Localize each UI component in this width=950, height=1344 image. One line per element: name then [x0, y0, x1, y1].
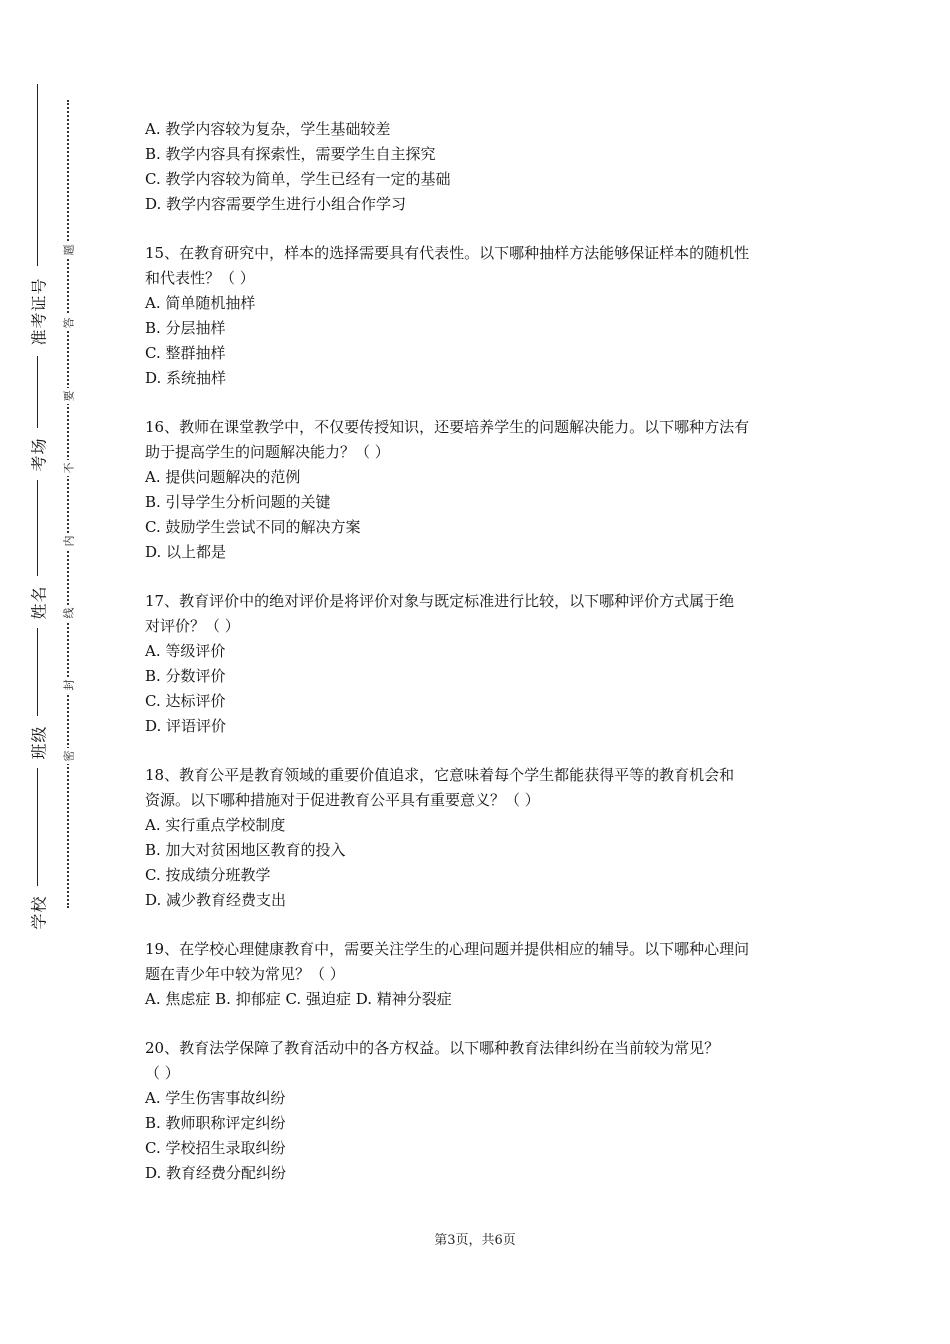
- option-c: C. 达标评价: [145, 692, 226, 710]
- seal-char: 密: [60, 748, 76, 764]
- question-stem: 20、教育法学保障了教育活动中的各方权益。以下哪种教育法律纠纷在当前较为常见？: [145, 1039, 720, 1057]
- question-stem: 题在青少年中较为常见？（ ）: [145, 965, 345, 983]
- seal-char: 线: [60, 605, 76, 621]
- question-stem: 助于提高学生的问题解决能力？（ ）: [145, 443, 390, 461]
- option-d: D. 系统抽样: [145, 369, 227, 387]
- option-b: B. 教师职称评定纠纷: [145, 1114, 286, 1132]
- option-b: B. 教学内容具有探索性，需要学生自主探究: [145, 145, 436, 163]
- question-14-options: [145, 117, 817, 217]
- question-content: [145, 117, 817, 1186]
- option-d: D. 以上都是: [145, 543, 227, 561]
- question-stem: 18、教育公平是教育领域的重要价值追求，它意味着每个学生都能获得平等的教育机会和: [145, 766, 735, 784]
- option-a: A. 学生伤害事故纠纷: [145, 1089, 286, 1107]
- question-stem: 资源。以下哪种措施对于促进教育公平具有重要意义？（ ）: [145, 791, 540, 809]
- option-c: C. 学校招生录取纠纷: [145, 1139, 286, 1157]
- question-16: [145, 415, 817, 565]
- seal-char: 要: [60, 388, 76, 404]
- option-d: D. 教学内容需要学生进行小组合作学习: [145, 195, 407, 213]
- option-a: A. 简单随机抽样: [145, 294, 256, 312]
- option-b: B. 加大对贫困地区教育的投入: [145, 841, 346, 859]
- question-stem: （ ）: [145, 1064, 180, 1082]
- question-stem: 15、在教育研究中，样本的选择需要具有代表性。以下哪种抽样方法能够保证样本的随机性: [145, 244, 750, 262]
- question-18: [145, 763, 817, 913]
- question-stem: 对评价？（ ）: [145, 617, 240, 635]
- question-15: [145, 241, 817, 391]
- school-label: 学校: [24, 886, 52, 938]
- exam-number-label: 准考证号: [24, 266, 52, 356]
- option-d: D. 教育经费分配纠纷: [145, 1164, 287, 1182]
- option-c: C. 鼓励学生尝试不同的解决方案: [145, 518, 361, 536]
- option-a: A. 提供问题解决的范例: [145, 468, 301, 486]
- option-b: B. 引导学生分析问题的关键: [145, 493, 331, 511]
- option-c: C. 按成绩分班教学: [145, 866, 271, 884]
- option-c: C. 整群抽样: [145, 344, 226, 362]
- seal-char: 封: [60, 677, 76, 693]
- question-stem: 17、教育评价中的绝对评价是将评价对象与既定标准进行比较，以下哪种评价方式属于绝: [145, 592, 735, 610]
- seal-char: 答: [60, 315, 76, 331]
- page-indicator: 第3页，共6页: [434, 1233, 516, 1248]
- question-stem: 和代表性？（ ）: [145, 269, 255, 287]
- option-d: D. 减少教育经费支出: [145, 891, 287, 909]
- question-stem: 19、在学校心理健康教育中，需要关注学生的心理问题并提供相应的辅导。以下哪种心理问: [145, 940, 750, 958]
- option-a: A. 教学内容较为复杂，学生基础较差: [145, 120, 391, 138]
- question-17: [145, 589, 817, 739]
- seal-char: 内: [60, 533, 76, 549]
- options-inline: A. 焦虑症 B. 抑郁症 C. 强迫症 D. 精神分裂症: [145, 990, 452, 1008]
- option-a: A. 等级评价: [145, 642, 226, 660]
- option-d: D. 评语评价: [145, 717, 227, 735]
- option-b: B. 分层抽样: [145, 319, 226, 337]
- seal-char: 不: [60, 460, 76, 476]
- question-20: [145, 1036, 817, 1186]
- option-b: B. 分数评价: [145, 667, 226, 685]
- binding-solid-line: [37, 84, 38, 932]
- option-a: A. 实行重点学校制度: [145, 816, 286, 834]
- question-stem: 16、教师在课堂教学中，不仅要传授知识，还要培养学生的问题解决能力。以下哪种方法有: [145, 418, 750, 436]
- question-19: [145, 937, 817, 1012]
- seal-char: 题: [60, 242, 76, 258]
- name-label: 姓名: [24, 576, 52, 628]
- option-c: C. 教学内容较为简单，学生已经有一定的基础: [145, 170, 451, 188]
- class-label: 班级: [24, 716, 52, 768]
- exam-room-label: 考场: [24, 428, 52, 480]
- binding-dotted-line: [67, 100, 69, 908]
